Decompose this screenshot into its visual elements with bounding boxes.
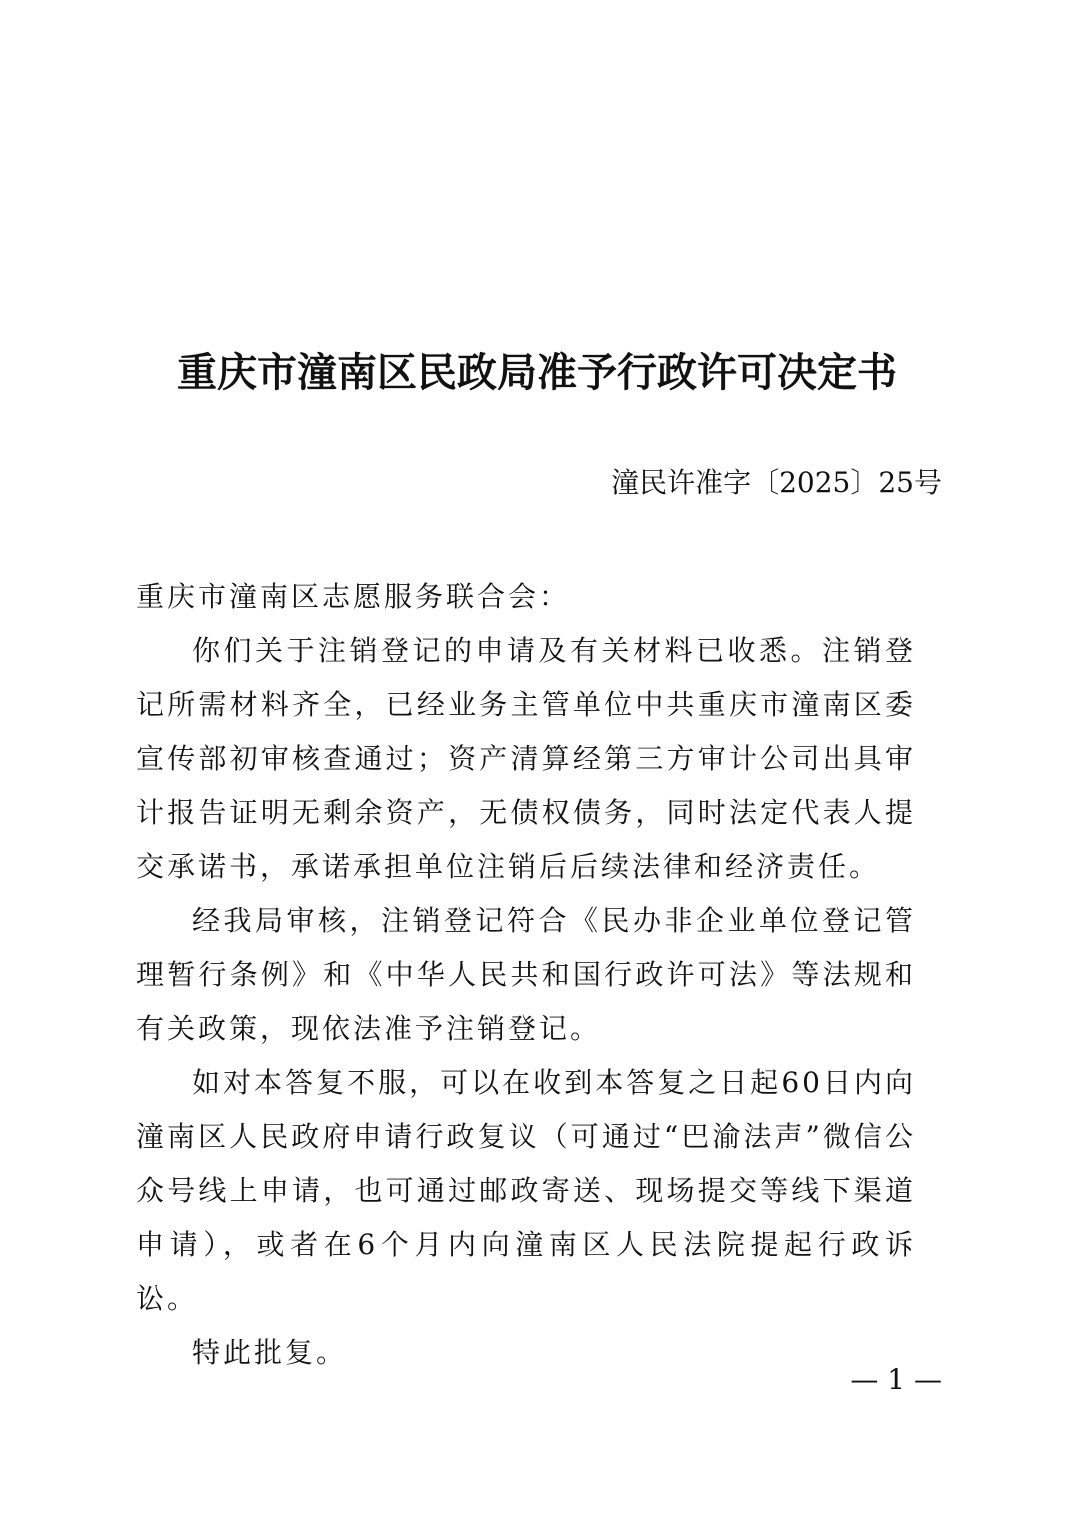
document-body bbox=[136, 570, 916, 1380]
salutation: 重庆市潼南区志愿服务联合会： bbox=[136, 580, 571, 613]
paragraph-review: 经我局审核，注销登记符合《民办非企业单位登记管理暂行条例》和《中华人民共和国行政许可法》等法规和有关政策，现依法准予注销登记。 bbox=[136, 904, 916, 1045]
document-number: 潼民许准字〔2025〕25号 bbox=[611, 466, 942, 499]
page-number: — 1 — bbox=[850, 1363, 942, 1396]
paragraph-appeal: 如对本答复不服，可以在收到本答复之日起60日内向潼南区人民政府申请行政复议（可通过“巴渝法声”微信公众号线上申请，也可通过邮政寄送、现场提交等线下渠道申请），或者在6个月内向潼南区人民法院提起行政诉讼。 bbox=[136, 1066, 916, 1315]
document-title: 重庆市潼南区民政局准予行政许可决定书 bbox=[177, 349, 897, 396]
paragraph-closing: 特此批复。 bbox=[192, 1336, 348, 1369]
paragraph-application: 你们关于注销登记的申请及有关材料已收悉。注销登记所需材料齐全，已经业务主管单位中共重庆市潼南区委宣传部初审核查通过；资产清算经第三方审计公司出具审计报告证明无剩余资产，无债权债务，同时法定代表人提交承诺书，承诺承担单位注销后后续法律和经济责任。 bbox=[136, 634, 916, 883]
